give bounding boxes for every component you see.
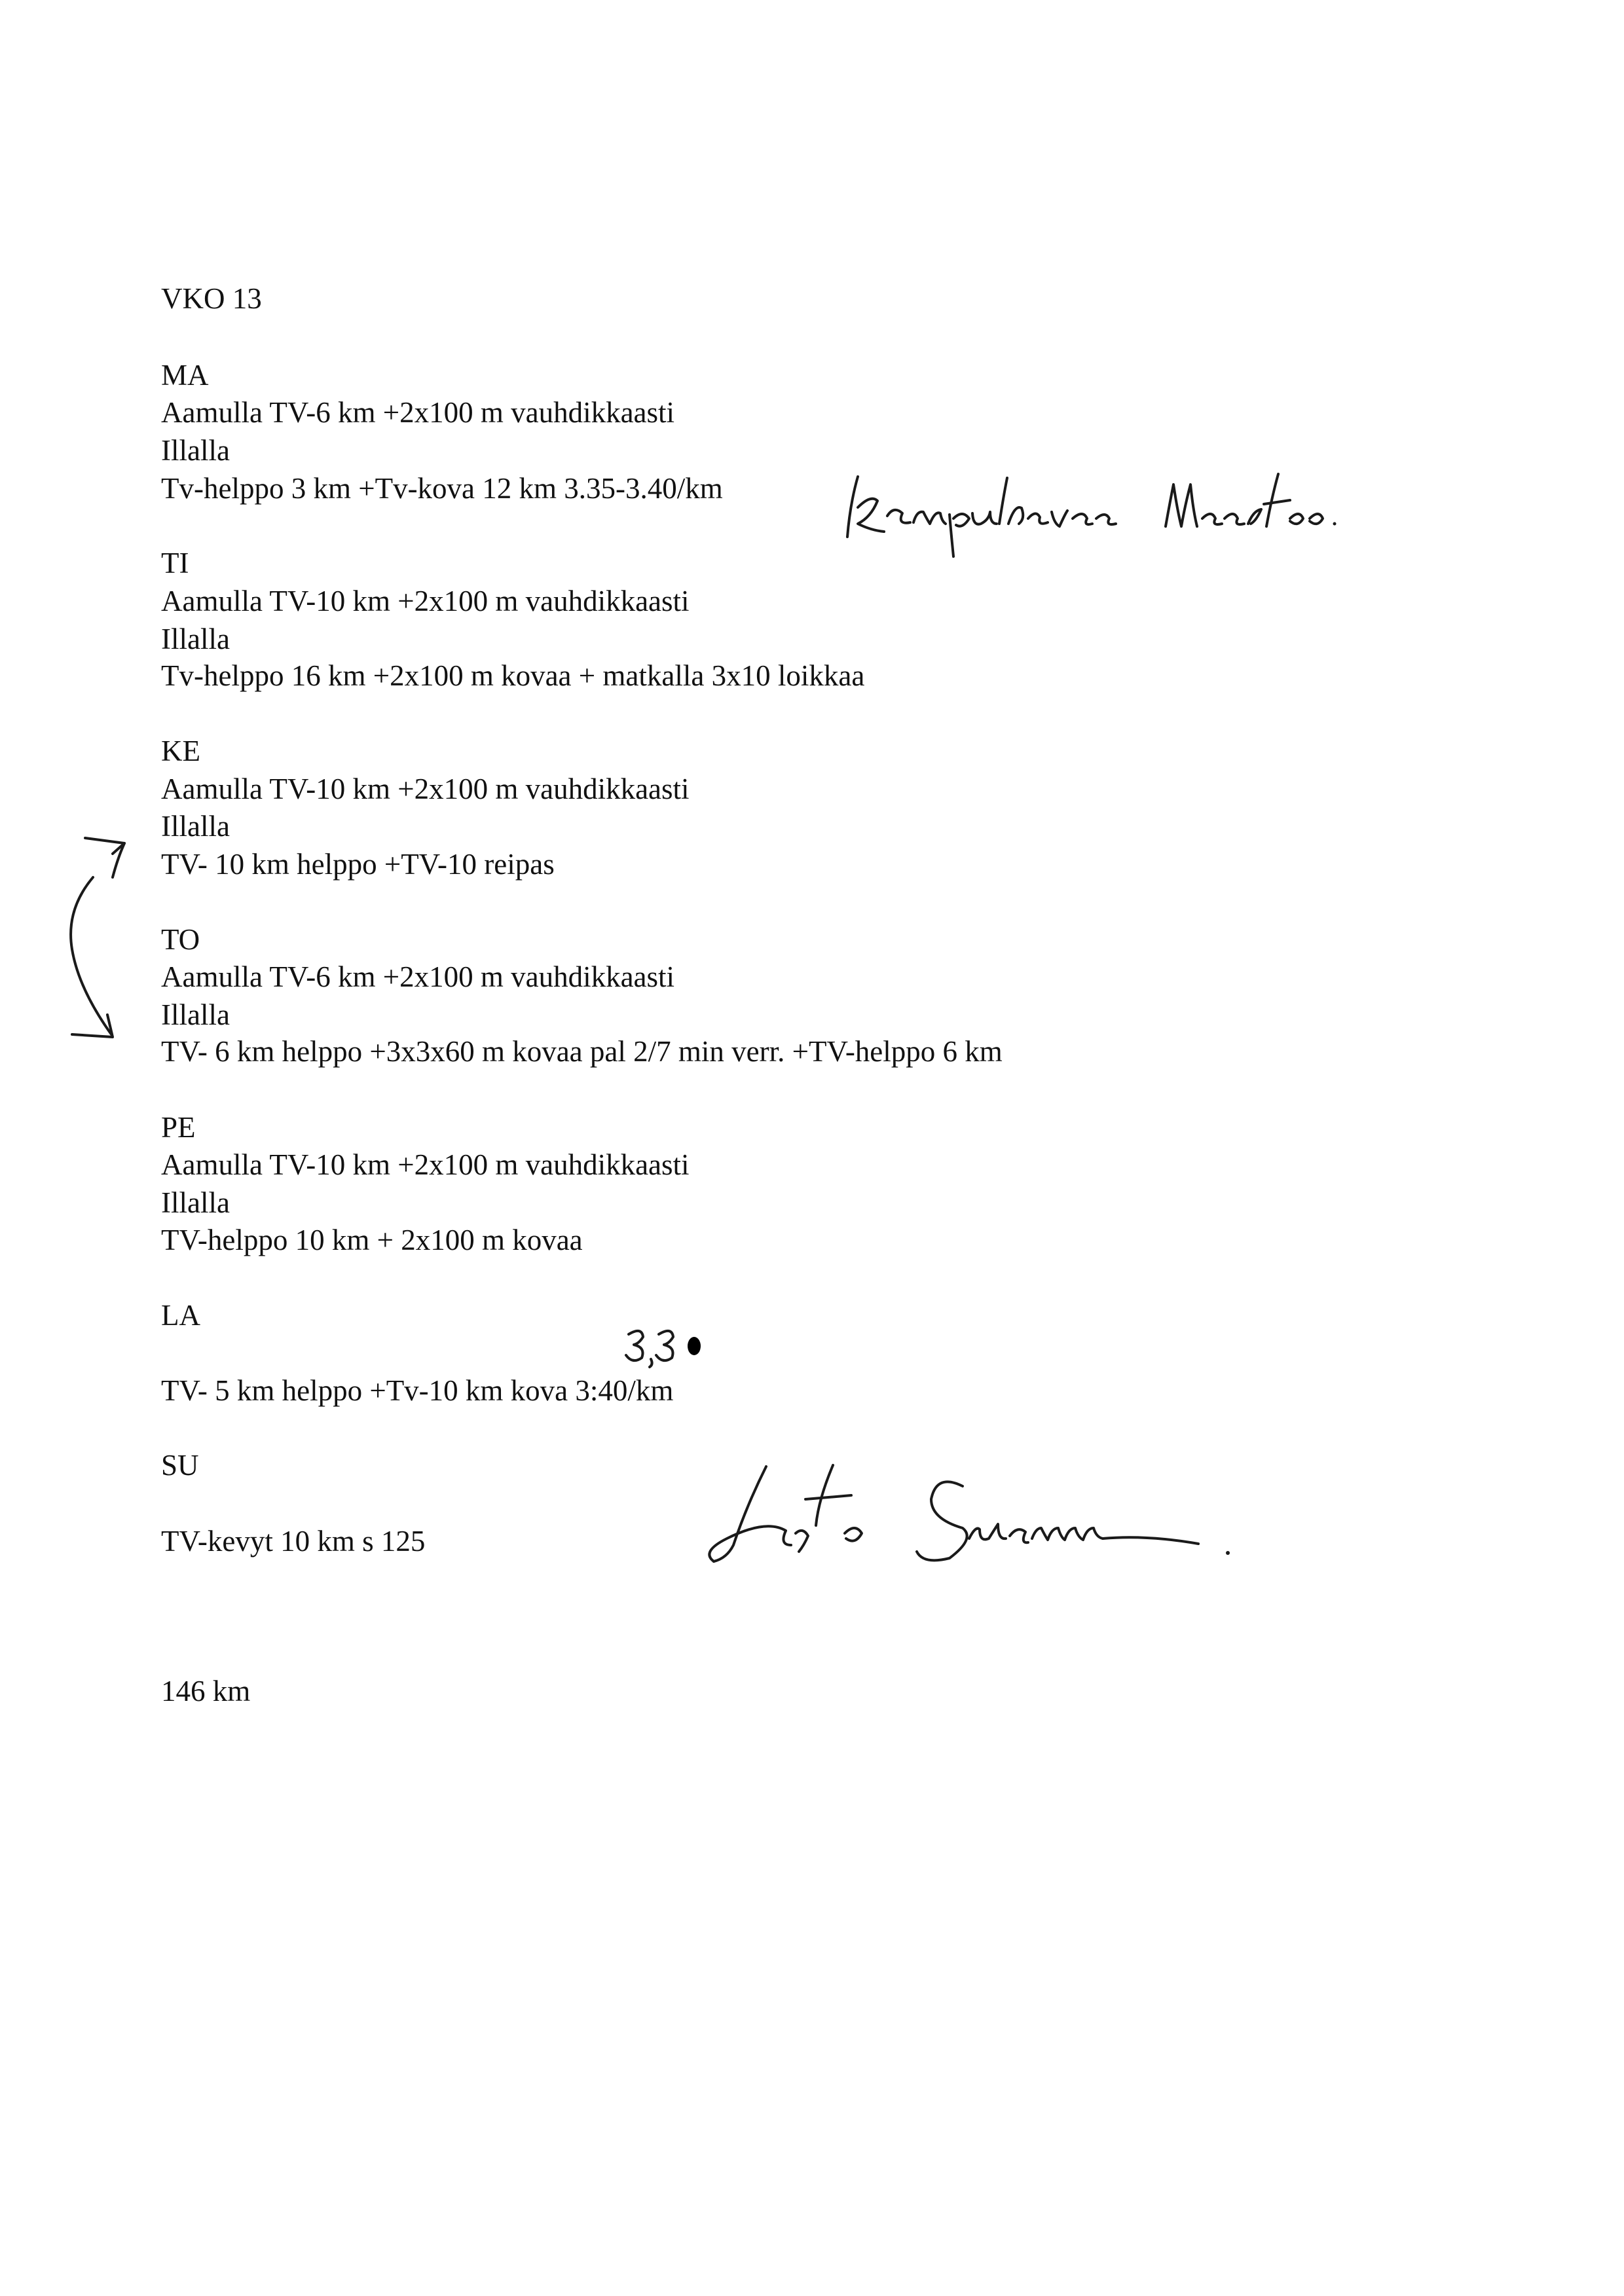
day-pe-evening-label: Illalla: [161, 1186, 230, 1219]
day-pe-evening: TV-helppo 10 km + 2x100 m kovaa: [161, 1224, 583, 1256]
day-ke-heading: KE: [161, 735, 200, 767]
day-su-heading: SU: [161, 1449, 199, 1482]
day-ke-evening: TV- 10 km helppo +TV-10 reipas: [161, 848, 555, 881]
handwritten-signature: [688, 1447, 1257, 1578]
day-pe-heading: PE: [161, 1111, 196, 1144]
handwritten-pace-correction: [622, 1321, 707, 1367]
day-ma-evening: Tv-helppo 3 km +Tv-kova 12 km 3.35-3.40/km: [161, 472, 723, 505]
weekly-total: 146 km: [161, 1675, 251, 1707]
day-pe-morning: Aamulla TV-10 km +2x100 m vauhdikkaasti: [161, 1148, 690, 1181]
day-la-heading: LA: [161, 1299, 200, 1332]
day-su-session: TV-kevyt 10 km s 125: [161, 1525, 426, 1558]
day-ti-evening: Tv-helppo 16 km +2x100 m kovaa + matkalla 3x10 loikkaa: [161, 659, 865, 692]
day-ke-morning: Aamulla TV-10 km +2x100 m vauhdikkaasti: [161, 773, 690, 805]
day-ti-heading: TI: [161, 547, 189, 579]
week-title: VKO 13: [161, 282, 262, 315]
day-to-evening: TV- 6 km helppo +3x3x60 m kovaa pal 2/7 min verr. +TV-helppo 6 km: [161, 1035, 1003, 1068]
day-to-evening-label: Illalla: [161, 998, 230, 1031]
day-to-heading: TO: [161, 923, 200, 956]
day-ti-evening-label: Illalla: [161, 623, 230, 655]
day-ma-heading: MA: [161, 359, 209, 392]
day-ke-evening-label: Illalla: [161, 810, 230, 843]
day-ma-evening-label: Illalla: [161, 434, 230, 467]
day-la-session: TV- 5 km helppo +Tv-10 km kova 3:40/km: [161, 1374, 674, 1407]
day-to-morning: Aamulla TV-6 km +2x100 m vauhdikkaasti: [161, 960, 675, 993]
day-ti-morning: Aamulla TV-10 km +2x100 m vauhdikkaasti: [161, 585, 690, 617]
handwritten-note-terrain: [832, 458, 1356, 556]
day-ma-morning: Aamulla TV-6 km +2x100 m vauhdikkaasti: [161, 396, 675, 429]
handwritten-arrow-icon: [39, 818, 157, 1054]
